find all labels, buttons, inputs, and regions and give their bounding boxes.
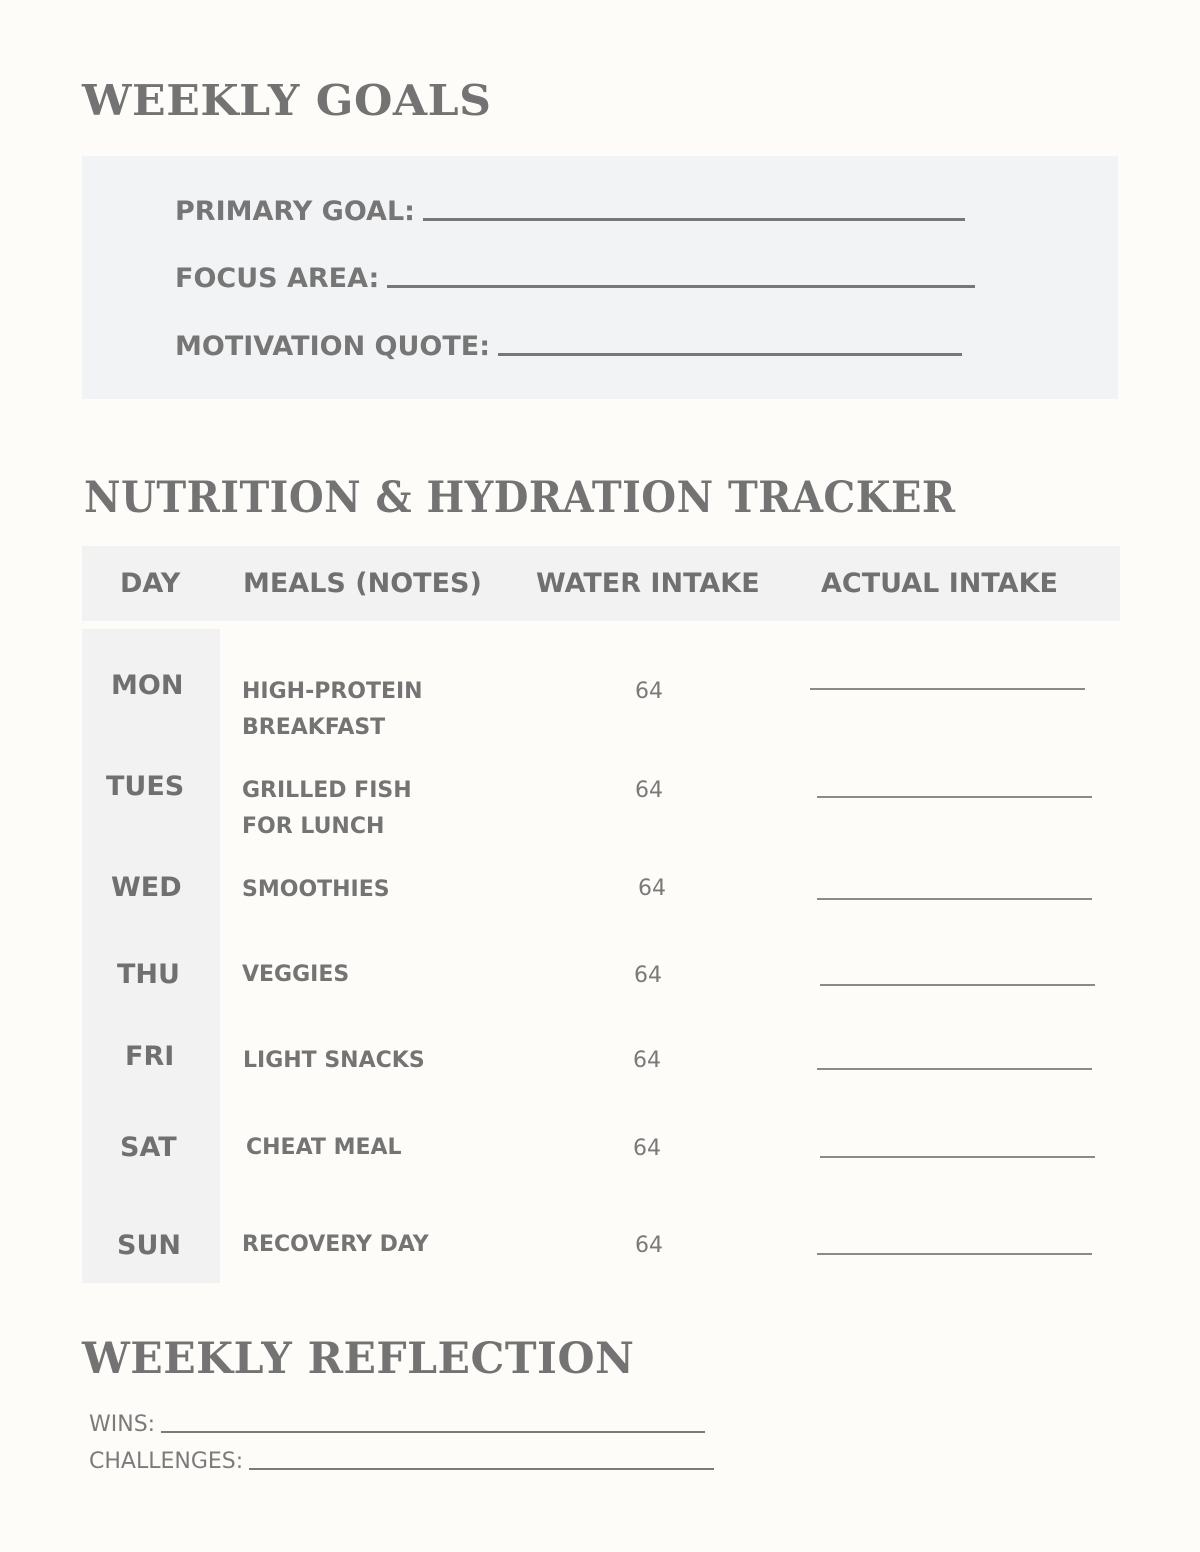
- meal-cell: [242, 957, 349, 993]
- weekly-goals-title: WEEKLY GOALS: [82, 76, 492, 125]
- meal-line: LIGHT SNACKS: [243, 1048, 425, 1073]
- primary-goal-input-line[interactable]: [423, 218, 965, 221]
- actual-intake-input-line[interactable]: [817, 1068, 1092, 1070]
- wins-field[interactable]: [89, 1412, 705, 1437]
- meal-line: GRILLED FISH: [242, 778, 412, 803]
- column-header-meals: MEALS (NOTES): [243, 568, 482, 599]
- water-cell: 64: [635, 778, 663, 803]
- meal-line: CHEAT MEAL: [246, 1135, 402, 1160]
- actual-intake-input-line[interactable]: [820, 984, 1095, 986]
- day-column-background: [82, 629, 220, 1283]
- day-cell: WED: [111, 872, 182, 903]
- meal-cell: [246, 1130, 402, 1166]
- motivation-quote-label: MOTIVATION QUOTE:: [175, 331, 491, 362]
- actual-intake-input-line[interactable]: [817, 1253, 1092, 1255]
- actual-intake-input-line[interactable]: [810, 688, 1085, 690]
- water-cell: 64: [633, 1136, 661, 1161]
- motivation-quote-field[interactable]: [175, 331, 962, 362]
- water-cell: 64: [634, 963, 662, 988]
- meal-line: BREAKFAST: [242, 715, 386, 740]
- meal-line: VEGGIES: [242, 962, 350, 987]
- weekly-reflection-title: WEEKLY REFLECTION: [82, 1334, 635, 1384]
- primary-goal-label: PRIMARY GOAL:: [175, 196, 415, 227]
- column-header-actual-intake: ACTUAL INTAKE: [821, 568, 1058, 599]
- day-cell: MON: [111, 670, 184, 701]
- water-cell: 64: [635, 1233, 663, 1258]
- focus-area-field[interactable]: [175, 263, 975, 294]
- meal-cell: [242, 1227, 429, 1263]
- challenges-field[interactable]: [89, 1449, 714, 1474]
- focus-area-input-line[interactable]: [387, 285, 975, 288]
- meal-cell: [242, 674, 423, 746]
- water-cell: 64: [633, 1048, 661, 1073]
- meal-line: HIGH-PROTEIN: [242, 679, 423, 704]
- actual-intake-input-line[interactable]: [820, 1156, 1095, 1158]
- motivation-quote-input-line[interactable]: [498, 353, 962, 356]
- day-cell: TUES: [106, 771, 185, 802]
- wins-label: WINS:: [89, 1412, 156, 1437]
- focus-area-label: FOCUS AREA:: [175, 263, 380, 294]
- day-cell: FRI: [125, 1041, 175, 1072]
- column-header-water-intake: WATER INTAKE: [536, 568, 760, 599]
- meal-line: SMOOTHIES: [242, 877, 390, 902]
- meal-line: FOR LUNCH: [242, 814, 385, 839]
- meal-cell: [242, 773, 412, 845]
- actual-intake-input-line[interactable]: [817, 796, 1092, 798]
- challenges-label: CHALLENGES:: [89, 1449, 244, 1474]
- primary-goal-field[interactable]: [175, 196, 965, 227]
- wins-input-line[interactable]: [161, 1431, 705, 1433]
- meal-cell: [242, 872, 390, 908]
- challenges-input-line[interactable]: [249, 1468, 714, 1470]
- water-cell: 64: [635, 679, 663, 704]
- meal-cell: [243, 1043, 425, 1079]
- day-cell: SUN: [117, 1230, 181, 1261]
- day-cell: SAT: [120, 1132, 177, 1163]
- column-header-day: DAY: [120, 568, 181, 599]
- water-cell: 64: [638, 876, 666, 901]
- day-cell: THU: [117, 959, 180, 990]
- meal-line: RECOVERY DAY: [242, 1232, 429, 1257]
- tracker-title: NUTRITION & HYDRATION TRACKER: [84, 473, 956, 523]
- actual-intake-input-line[interactable]: [817, 898, 1092, 900]
